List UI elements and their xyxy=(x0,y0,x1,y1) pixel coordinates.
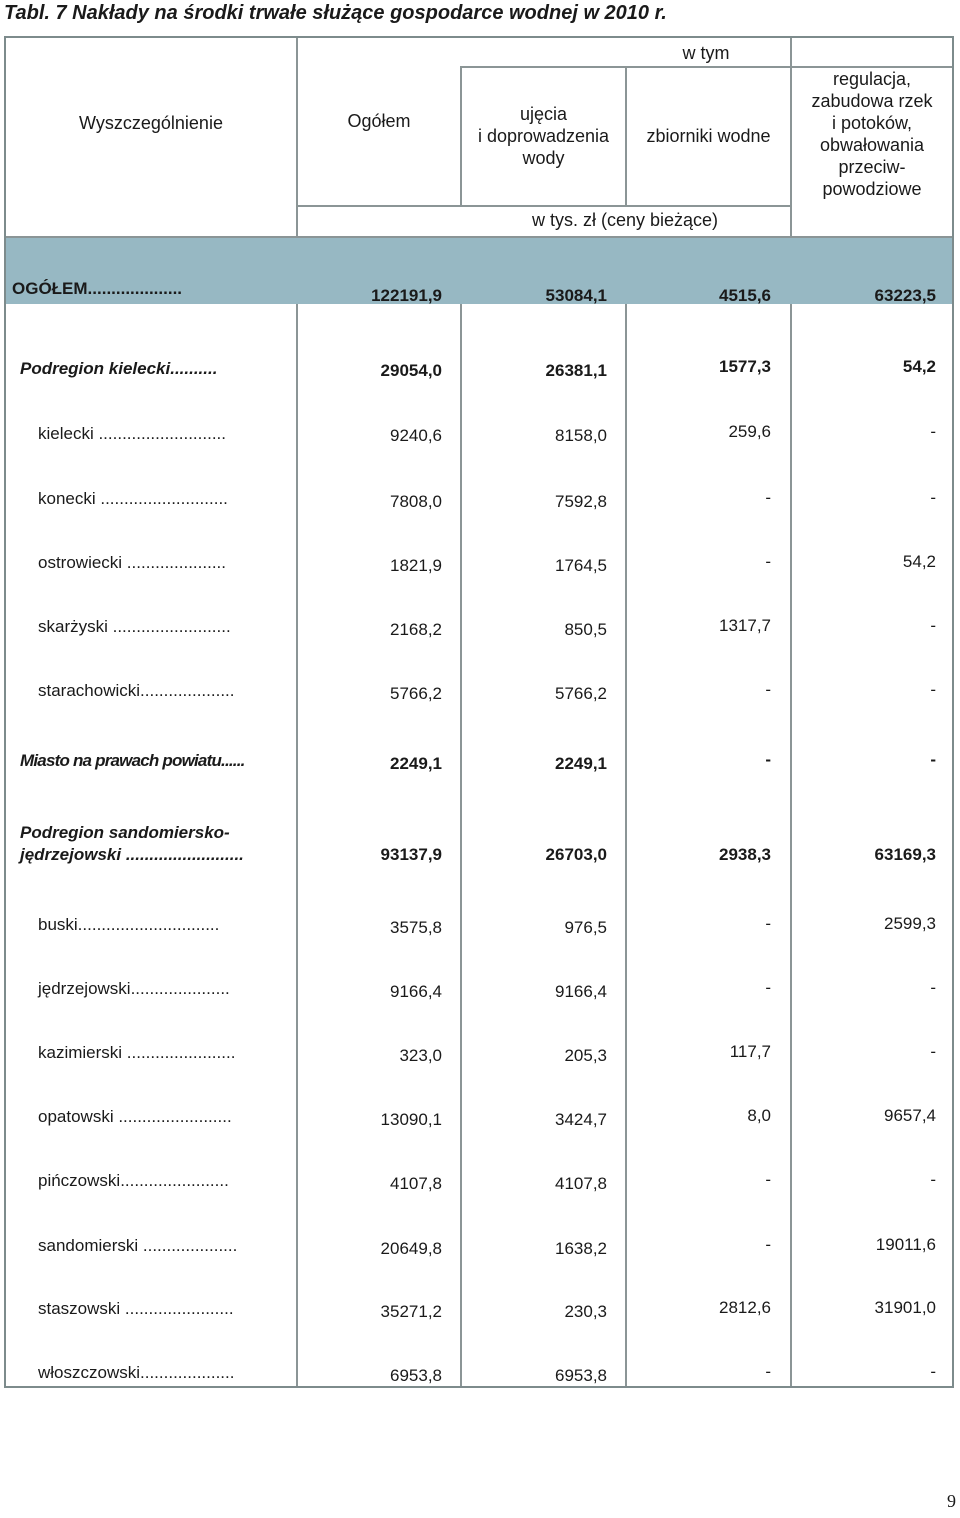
cell-intake: 230,3 xyxy=(564,1302,607,1321)
cell-reservoirs: - xyxy=(765,552,771,571)
cell-total: 323,0 xyxy=(399,1046,442,1065)
cell-reservoirs: 2938,3 xyxy=(719,845,771,864)
cell-regulation: - xyxy=(930,1362,936,1381)
unit-divider-top xyxy=(298,205,790,207)
row-label: staszowski ....................... xyxy=(38,1299,234,1318)
row-label: Miasto na prawach powiatu...... xyxy=(20,751,245,770)
row-label: Podregion kielecki.......... xyxy=(20,359,218,378)
cell-reservoirs: 259,6 xyxy=(728,422,771,441)
cell-regulation: - xyxy=(930,422,936,441)
row-label: skarżyski ......................... xyxy=(38,617,231,636)
row-label: sandomierski .................... xyxy=(38,1236,238,1255)
cell-intake: 7592,8 xyxy=(555,492,607,511)
row-label: konecki ........................... xyxy=(38,489,228,508)
row-label: OGÓŁEM.................... xyxy=(12,279,183,298)
col-divider-4 xyxy=(790,304,792,1386)
cell-reservoirs: 1577,3 xyxy=(719,357,771,376)
cell-intake: 5766,2 xyxy=(555,684,607,703)
cell-total: 3575,8 xyxy=(390,918,442,937)
cell-intake: 850,5 xyxy=(564,620,607,639)
cell-intake: 8158,0 xyxy=(555,426,607,445)
cell-reservoirs: - xyxy=(765,1235,771,1254)
cell-regulation: - xyxy=(930,680,936,699)
row-label: jędrzejowski..................... xyxy=(38,979,230,998)
cell-intake: 1764,5 xyxy=(555,556,607,575)
cell-reservoirs: - xyxy=(765,680,771,699)
cell-reservoirs: 8,0 xyxy=(747,1106,771,1125)
cell-reservoirs: 2812,6 xyxy=(719,1298,771,1317)
header-regulation: regulacja, zabudowa rzek i potoków, obwałowania przeciw- powodziowe xyxy=(811,69,933,199)
cell-total: 1821,9 xyxy=(390,556,442,575)
table-title: Tabl. 7 Nakłady na środki trwałe służące gospodarce wodnej w 2010 r. xyxy=(4,2,667,24)
row-label: opatowski ........................ xyxy=(38,1107,232,1126)
cell-regulation: 63223,5 xyxy=(874,286,936,305)
cell-intake: 205,3 xyxy=(564,1046,607,1065)
cell-intake: 6953,8 xyxy=(555,1366,607,1385)
cell-regulation: - xyxy=(930,1042,936,1061)
cell-regulation: - xyxy=(930,616,936,635)
cell-regulation: 19011,6 xyxy=(875,1235,936,1254)
cell-reservoirs: 117,7 xyxy=(729,1042,771,1061)
cell-reservoirs: - xyxy=(765,978,771,997)
cell-total: 9166,4 xyxy=(390,982,442,1001)
cell-intake: 2249,1 xyxy=(555,754,607,773)
cell-total: 93137,9 xyxy=(380,845,442,864)
cell-regulation: 54,2 xyxy=(902,552,936,571)
cell-total: 122191,9 xyxy=(371,286,442,305)
cell-regulation: - xyxy=(930,488,936,507)
cell-intake: 26703,0 xyxy=(545,845,607,864)
row-label: ostrowiecki ..................... xyxy=(38,553,226,572)
cell-total: 6953,8 xyxy=(390,1366,442,1385)
row-label: kazimierski ....................... xyxy=(38,1043,236,1062)
page-number: 9 xyxy=(947,1491,956,1511)
cell-reservoirs: - xyxy=(765,914,771,933)
cell-reservoirs: - xyxy=(765,488,771,507)
header-group: w tym xyxy=(682,43,730,63)
row-label: włoszczowski.................... xyxy=(38,1363,235,1382)
cell-total: 13090,1 xyxy=(380,1110,442,1129)
cell-regulation: 9657,4 xyxy=(884,1106,936,1125)
header-intake: ujęcia i doprowadzenia wody xyxy=(477,104,610,168)
cell-reservoirs: - xyxy=(765,1170,771,1189)
cell-reservoirs: - xyxy=(765,1362,771,1381)
cell-intake: 976,5 xyxy=(564,918,607,937)
header-label: Wyszczególnienie xyxy=(79,113,223,133)
row-label: buski.............................. xyxy=(38,915,220,934)
cell-regulation: - xyxy=(930,1170,936,1189)
cell-total: 35271,2 xyxy=(380,1302,442,1321)
cell-reservoirs: 1317,7 xyxy=(719,616,771,635)
header-unit: w tys. zł (ceny bieżące) xyxy=(531,210,719,230)
cell-regulation: - xyxy=(930,978,936,997)
cell-intake: 53084,1 xyxy=(545,286,607,305)
cell-total: 20649,8 xyxy=(380,1239,442,1258)
cell-regulation: 2599,3 xyxy=(884,914,936,933)
row-label: Podregion sandomiersko- jędrzejowski ......................... xyxy=(20,823,244,864)
cell-intake: 26381,1 xyxy=(545,361,607,380)
cell-total: 9240,6 xyxy=(390,426,442,445)
cell-total: 29054,0 xyxy=(380,361,442,380)
cell-intake: 9166,4 xyxy=(555,982,607,1001)
cell-intake: 4107,8 xyxy=(555,1174,607,1193)
header-reservoirs: zbiorniki wodne xyxy=(646,126,771,146)
cell-total: 2249,1 xyxy=(390,754,442,773)
col-divider-2 xyxy=(460,304,462,1386)
cell-regulation: 31901,0 xyxy=(874,1298,936,1317)
cell-intake: 3424,7 xyxy=(555,1110,607,1129)
cell-intake: 1638,2 xyxy=(555,1239,607,1258)
row-label: kielecki ........................... xyxy=(38,424,226,443)
cell-regulation: 54,2 xyxy=(902,357,936,376)
cell-total: 7808,0 xyxy=(390,492,442,511)
cell-regulation: - xyxy=(930,750,936,769)
header-total: Ogółem xyxy=(347,111,411,131)
row-label: starachowicki.................... xyxy=(38,681,235,700)
col-divider-3 xyxy=(625,304,627,1386)
cell-regulation: 63169,3 xyxy=(874,845,936,864)
cell-total: 2168,2 xyxy=(390,620,442,639)
cell-total: 5766,2 xyxy=(390,684,442,703)
cell-total: 4107,8 xyxy=(390,1174,442,1193)
cell-reservoirs: 4515,6 xyxy=(719,286,771,305)
cell-reservoirs: - xyxy=(765,750,771,769)
row-label: pińczowski....................... xyxy=(38,1171,229,1190)
